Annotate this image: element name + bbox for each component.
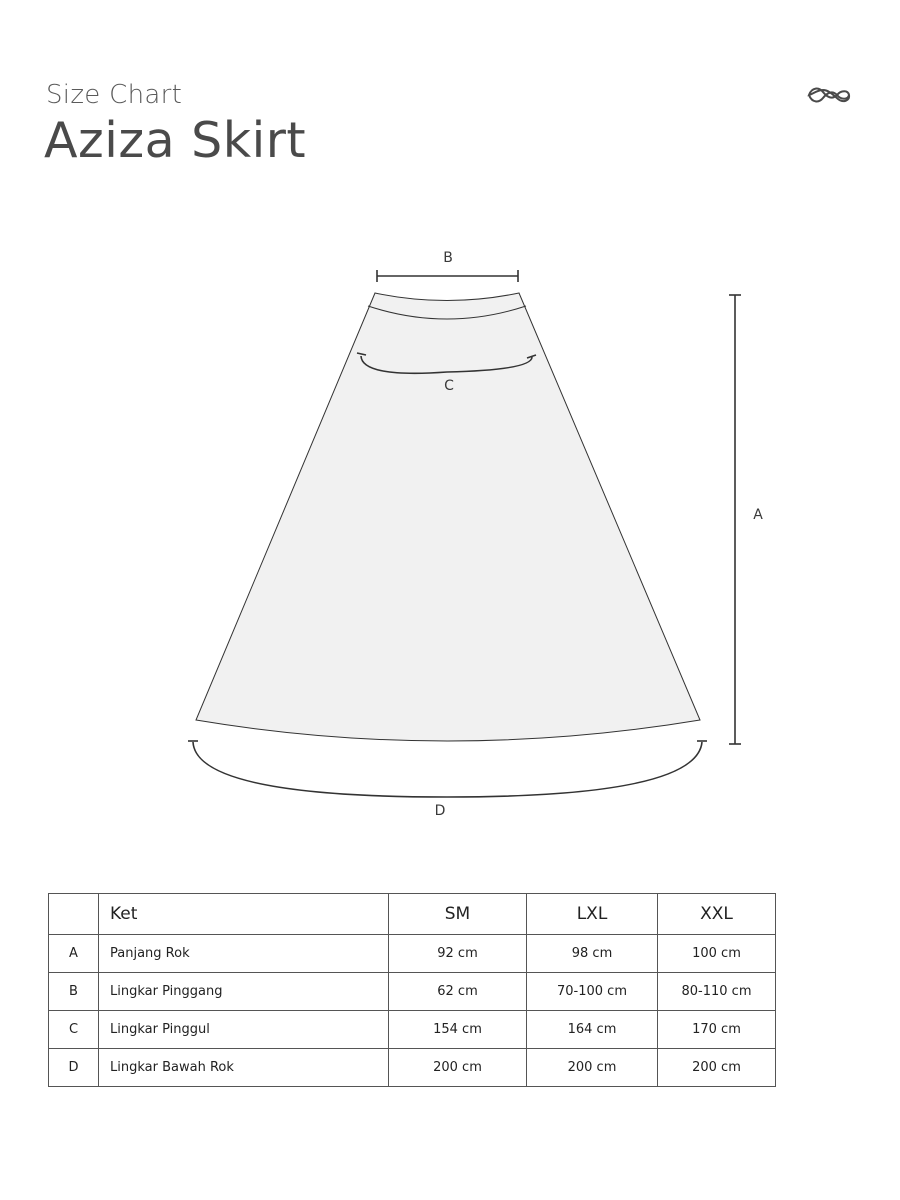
row-xxl-value: 80-110 cm [658,973,776,1011]
row-lxl-value: 98 cm [527,935,658,973]
dimension-b [377,250,518,282]
row-sm-value: 200 cm [389,1049,527,1087]
table-row [49,973,776,1011]
page-title: Aziza Skirt [44,112,307,169]
row-name: Panjang Rok [99,935,389,973]
row-lxl-value: 200 cm [527,1049,658,1087]
row-xxl-value: 170 cm [658,1011,776,1049]
header-lxl: LXL [527,894,658,935]
dimension-b-label: B [443,250,453,266]
dimension-a-label: A [753,507,763,523]
row-code: B [49,973,99,1011]
row-code: C [49,1011,99,1049]
dimension-d-label: D [434,803,446,819]
header-xxl: XXL [658,894,776,935]
row-name: Lingkar Bawah Rok [99,1049,389,1087]
dimension-d [188,741,707,819]
table-row [49,935,776,973]
page-subtitle: Size Chart [46,80,183,110]
dimension-c-label: C [444,378,454,394]
dimension-a [729,295,763,744]
size-table [48,893,776,1087]
header-sm: SM [389,894,527,935]
header-code [49,894,99,935]
row-code: A [49,935,99,973]
row-name: Lingkar Pinggang [99,973,389,1011]
row-xxl-value: 200 cm [658,1049,776,1087]
table-header-row [49,894,776,935]
row-sm-value: 154 cm [389,1011,527,1049]
row-sm-value: 92 cm [389,935,527,973]
row-lxl-value: 164 cm [527,1011,658,1049]
row-lxl-value: 70-100 cm [527,973,658,1011]
table-row [49,1049,776,1087]
skirt-body [196,293,700,741]
row-name: Lingkar Pinggul [99,1011,389,1049]
row-xxl-value: 100 cm [658,935,776,973]
row-sm-value: 62 cm [389,973,527,1011]
table-row [49,1011,776,1049]
row-code: D [49,1049,99,1087]
header-ket: Ket [99,894,389,935]
